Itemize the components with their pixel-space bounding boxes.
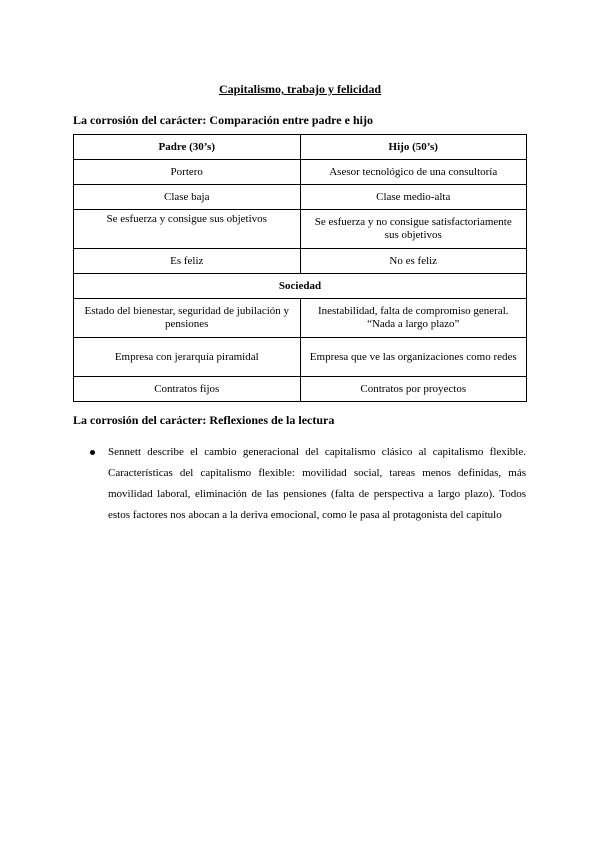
cell-son: Clase medio-alta bbox=[300, 185, 527, 210]
cell-son: Empresa que ve las organizaciones como redes bbox=[300, 338, 527, 377]
cell-son: Asesor tecnológico de una consultoría bbox=[300, 160, 527, 185]
header-son: Hijo (50’s) bbox=[300, 135, 527, 160]
bullet-icon bbox=[90, 450, 95, 455]
cell-father: Contratos fijos bbox=[74, 377, 301, 402]
cell-father: Portero bbox=[74, 160, 301, 185]
cell-son: Se esfuerza y no consigue satisfactoriamente sus objetivos bbox=[300, 210, 527, 249]
header-father: Padre (30’s) bbox=[74, 135, 301, 160]
cell-father: Es feliz bbox=[74, 249, 301, 274]
table-row bbox=[74, 377, 527, 402]
table-header-row bbox=[74, 135, 527, 160]
table-row bbox=[74, 299, 527, 338]
cell-son: No es feliz bbox=[300, 249, 527, 274]
cell-father: Empresa con jerarquía piramidal bbox=[74, 338, 301, 377]
society-label: Sociedad bbox=[74, 274, 527, 299]
table-row bbox=[74, 160, 527, 185]
cell-son: Contratos por proyectos bbox=[300, 377, 527, 402]
cell-father: Se esfuerza y consigue sus objetivos bbox=[74, 210, 301, 249]
table-row bbox=[74, 249, 527, 274]
document-title: Capitalismo, trabajo y felicidad bbox=[219, 82, 381, 96]
reflections-heading: La corrosión del carácter: Reflexiones de la lectura bbox=[73, 413, 335, 427]
table-row bbox=[74, 338, 527, 377]
comparison-table bbox=[73, 134, 527, 402]
cell-father: Estado del bienestar, seguridad de jubilación y pensiones bbox=[74, 299, 301, 338]
list-item-text: Sennett describe el cambio generacional del capitalismo clásico al capitalismo flexible. Características del capitalismo flexible: movilidad social, tareas menos definidas, más movilidad laboral, eliminación de las pensiones (falta de perspectiva a largo plazo). Todos estos factores nos abocan a la deriva emocional, como le pasa al protagonista del capítulo bbox=[108, 446, 526, 521]
cell-father: Clase baja bbox=[74, 185, 301, 210]
society-section-row bbox=[74, 274, 527, 299]
table-row bbox=[74, 210, 527, 249]
list-item bbox=[88, 442, 526, 526]
reflections-list bbox=[88, 442, 526, 526]
table-row bbox=[74, 185, 527, 210]
cell-son: Inestabilidad, falta de compromiso general. “Nada a largo plazo” bbox=[300, 299, 527, 338]
comparison-heading: La corrosión del carácter: Comparación entre padre e hijo bbox=[73, 113, 373, 127]
